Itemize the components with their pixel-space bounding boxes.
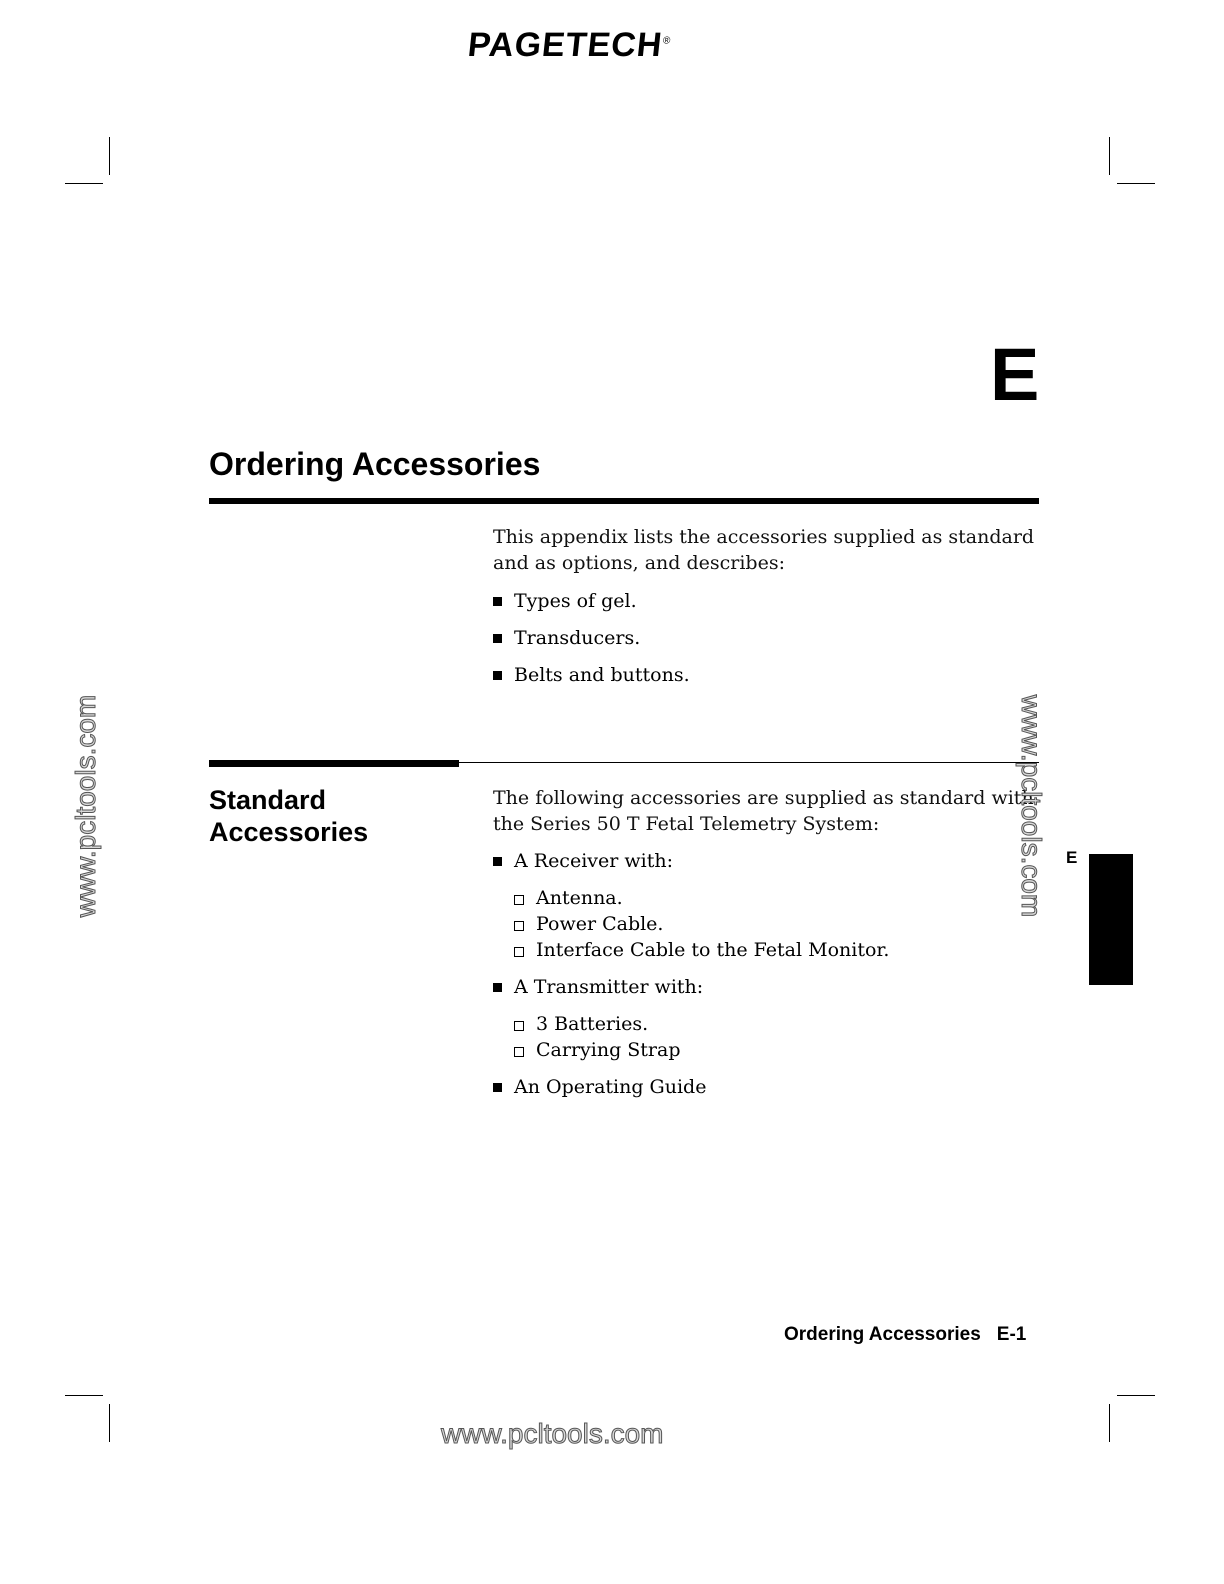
- page-footer: [784, 1324, 1026, 1346]
- crop-mark: [65, 1395, 103, 1396]
- sub-item: Carrying Strap: [514, 1037, 1038, 1063]
- sub-item: Power Cable.: [514, 911, 1038, 937]
- side-tab-block: [1089, 854, 1133, 985]
- receiver-sublist: [514, 885, 1038, 963]
- title-rule: [209, 498, 1039, 504]
- watermark-bottom: www.pcltools.com: [441, 1418, 664, 1449]
- footer-section: Ordering Accessories: [784, 1324, 981, 1345]
- crop-mark: [109, 1404, 110, 1442]
- transmitter-sublist-container: [493, 1011, 1038, 1063]
- page-number: E-1: [996, 1324, 1027, 1345]
- logo-text: PAGETECH: [466, 26, 665, 64]
- sub-item: Antenna.: [514, 885, 1038, 911]
- transmitter-label: A Transmitter with:: [514, 976, 704, 998]
- crop-mark: [1117, 183, 1155, 184]
- list-item-receiver: [493, 848, 1038, 874]
- crop-mark: [65, 183, 103, 184]
- list-item-guide: An Operating Guide: [493, 1074, 1038, 1100]
- watermark-right: www.pcltools.com: [1016, 694, 1047, 918]
- crop-mark: [1117, 1395, 1155, 1396]
- accessory-list: [493, 848, 1038, 1100]
- intro-paragraph: This appendix lists the accessories supplied as standard and as options, and describes:: [493, 526, 1035, 574]
- section-rule-thick: [209, 760, 459, 767]
- registered-mark: ®: [662, 35, 672, 47]
- crop-mark: [1109, 137, 1110, 175]
- list-item: Transducers.: [493, 625, 690, 651]
- receiver-sublist-container: [493, 885, 1038, 963]
- list-item: Types of gel.: [493, 588, 690, 614]
- chapter-letter: E: [990, 333, 1040, 416]
- crop-mark: [109, 137, 110, 175]
- page-title: Ordering Accessories: [209, 446, 541, 482]
- crop-mark: [1109, 1404, 1110, 1442]
- sub-item: Interface Cable to the Fetal Monitor.: [514, 937, 1038, 963]
- watermark-left: www.pcltools.com: [70, 694, 101, 918]
- section-rule-thin: [459, 762, 1039, 763]
- side-tab-letter: E: [1066, 848, 1078, 867]
- list-item-transmitter: [493, 974, 1038, 1000]
- receiver-label: A Receiver with:: [514, 850, 673, 872]
- intro-bullet-list: [493, 588, 690, 688]
- section-heading: Standard Accessories: [209, 785, 369, 847]
- transmitter-sublist: [514, 1011, 1038, 1063]
- list-item: Belts and buttons.: [493, 662, 690, 688]
- sub-item: 3 Batteries.: [514, 1011, 1038, 1037]
- pagetech-logo: [466, 26, 673, 65]
- section-paragraph: The following accessories are supplied as standard with the Series 50 T Fetal Telemetry System:: [493, 787, 1034, 835]
